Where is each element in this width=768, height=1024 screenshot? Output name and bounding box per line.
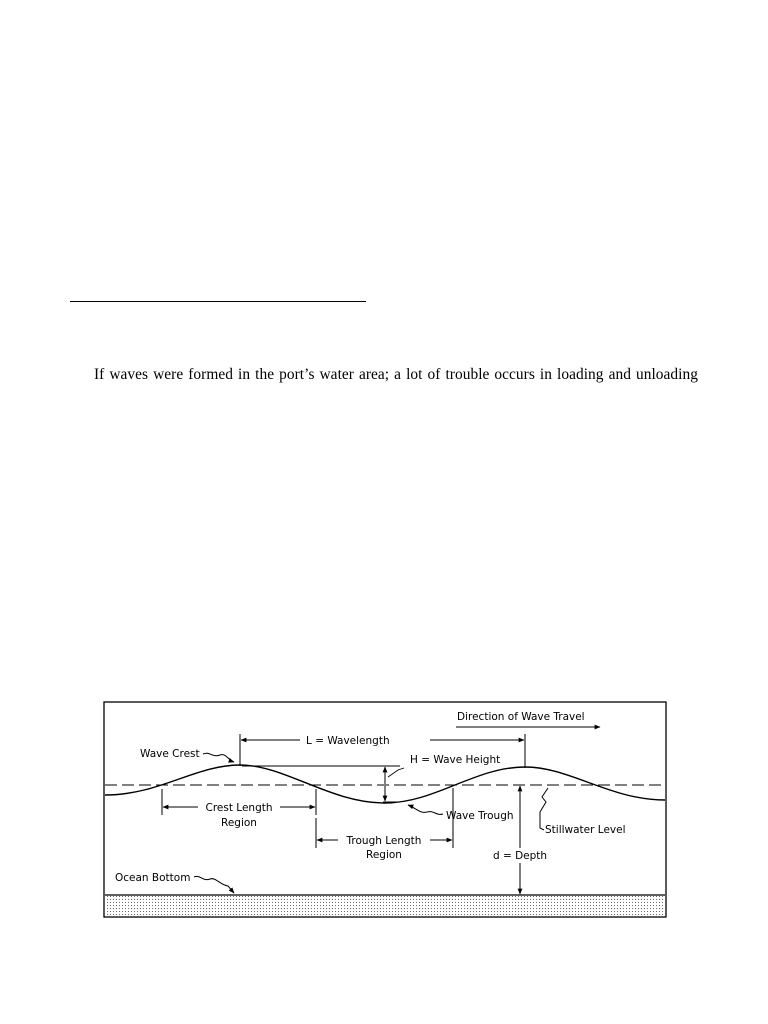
body-paragraph: If waves were formed in the port’s water area; a lot of trouble occurs in loading and unloading [94, 366, 698, 383]
wave-trough-label: Wave Trough [446, 810, 514, 822]
depth-label: d = Depth [492, 850, 548, 862]
crest-length-region-label: Region [221, 817, 257, 829]
wavelength-label: L = Wavelength [306, 735, 390, 747]
trough-length-label: Trough Length [346, 835, 422, 847]
wave-height-label: H = Wave Height [410, 754, 501, 766]
direction-label: Direction of Wave Travel [457, 711, 585, 723]
wave-crest-label: Wave Crest [140, 748, 200, 760]
ocean-bottom-label: Ocean Bottom [115, 872, 191, 884]
wave-diagram [100, 700, 668, 920]
stillwater-label: Stillwater Level [545, 824, 626, 836]
trough-length-region-label: Region [366, 849, 402, 861]
crest-length-label: Crest Length [205, 802, 273, 814]
footnote-separator-rule [70, 301, 366, 302]
ocean-bottom-band [105, 895, 665, 916]
